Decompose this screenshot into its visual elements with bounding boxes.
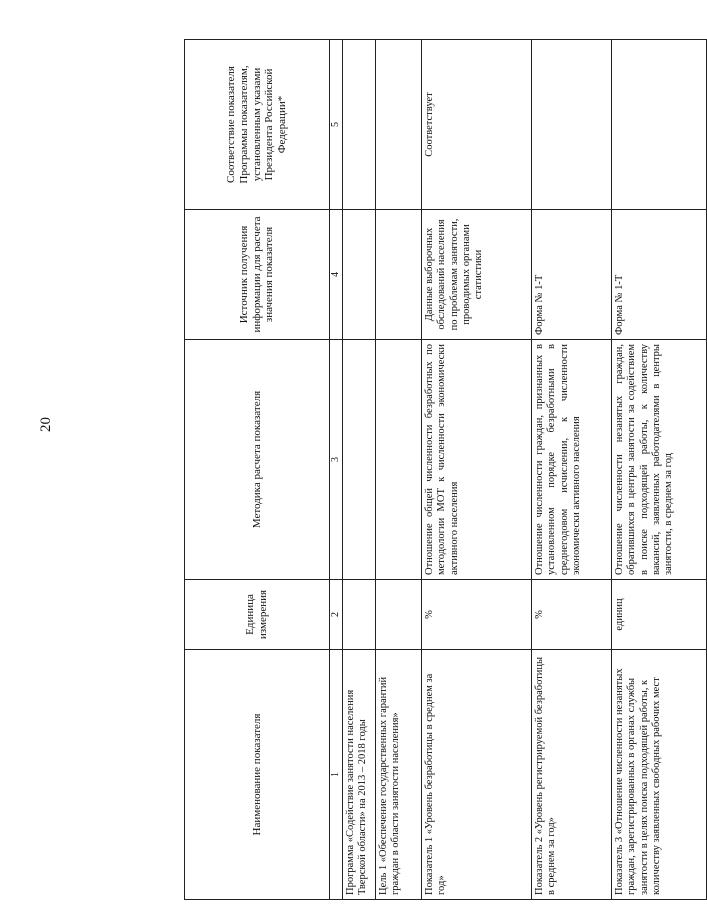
row-method: Отношение общей численности безработных по методологии МОТ к численности экономически активного населения	[422, 340, 532, 580]
row-method: Отношение численности граждан, признанных в установленном порядке безработными в среднегодовом исчислении, к численности экономически активного населения	[532, 340, 612, 580]
rotated-table-wrapper	[184, 40, 675, 900]
header-source: Источник получения информации для расчета значения показателя	[185, 210, 330, 340]
row-unit	[343, 580, 376, 650]
row-name: Показатель 2 «Уровень регистрируемой безработицы в среднем за год»	[532, 650, 612, 900]
row-compliance	[376, 40, 422, 210]
column-number: 3	[330, 340, 343, 580]
row-name: Программа «Содействие занятости населения Тверской области» на 2013 – 2018 годы	[343, 650, 376, 900]
row-compliance: Соответствует	[422, 40, 532, 210]
row-name: Показатель 1 «Уровень безработицы в среднем за год»	[422, 650, 532, 900]
table-row	[612, 40, 707, 900]
table-row	[376, 40, 422, 900]
row-unit: %	[532, 580, 612, 650]
indicators-table	[184, 39, 707, 900]
row-unit: единиц	[612, 580, 707, 650]
header-compliance: Соответствие показателя Программы показателям, установленным указами Президента Российской Федерации*	[185, 40, 330, 210]
header-method: Методика расчета показателя	[185, 340, 330, 580]
column-number: 4	[330, 210, 343, 340]
column-numbers-row	[330, 40, 343, 900]
row-unit: %	[422, 580, 532, 650]
row-name: Показатель 3 «Отношение численности незанятых граждан, зарегистрированных в органах службы занятости в целях поиска подходящей работы, к количеству заявленных свободных рабочих мест	[612, 650, 707, 900]
row-compliance	[343, 40, 376, 210]
row-source: Форма № 1-Т	[612, 210, 707, 340]
row-source	[376, 210, 422, 340]
column-number: 1	[330, 650, 343, 900]
header-indicator-name: Наименование показателя	[185, 650, 330, 900]
column-number: 2	[330, 580, 343, 650]
row-source: Данные выборочных обследований населения по проблемам занятости, проводимых органами статистики	[422, 210, 532, 340]
column-number: 5	[330, 40, 343, 210]
table-row	[343, 40, 376, 900]
header-unit: Единица измерения	[185, 580, 330, 650]
row-method	[343, 340, 376, 580]
row-method	[376, 340, 422, 580]
table-row	[532, 40, 612, 900]
row-source	[343, 210, 376, 340]
row-method: Отношение численности незанятых граждан, обратившихся в центры занятости за содействием в поиске подходящей работы, к количеству вакансий, заявленных работодателями в центры занятости, в среднем за год	[612, 340, 707, 580]
row-name: Цель 1 «Обеспечение государственных гарантий граждан в области занятости населения»	[376, 650, 422, 900]
page-number: 20	[38, 417, 54, 432]
row-unit	[376, 580, 422, 650]
table-row	[422, 40, 532, 900]
row-compliance	[532, 40, 612, 210]
row-compliance	[612, 40, 707, 210]
table-header-row	[185, 40, 330, 900]
row-source: Форма № 1-Т	[532, 210, 612, 340]
